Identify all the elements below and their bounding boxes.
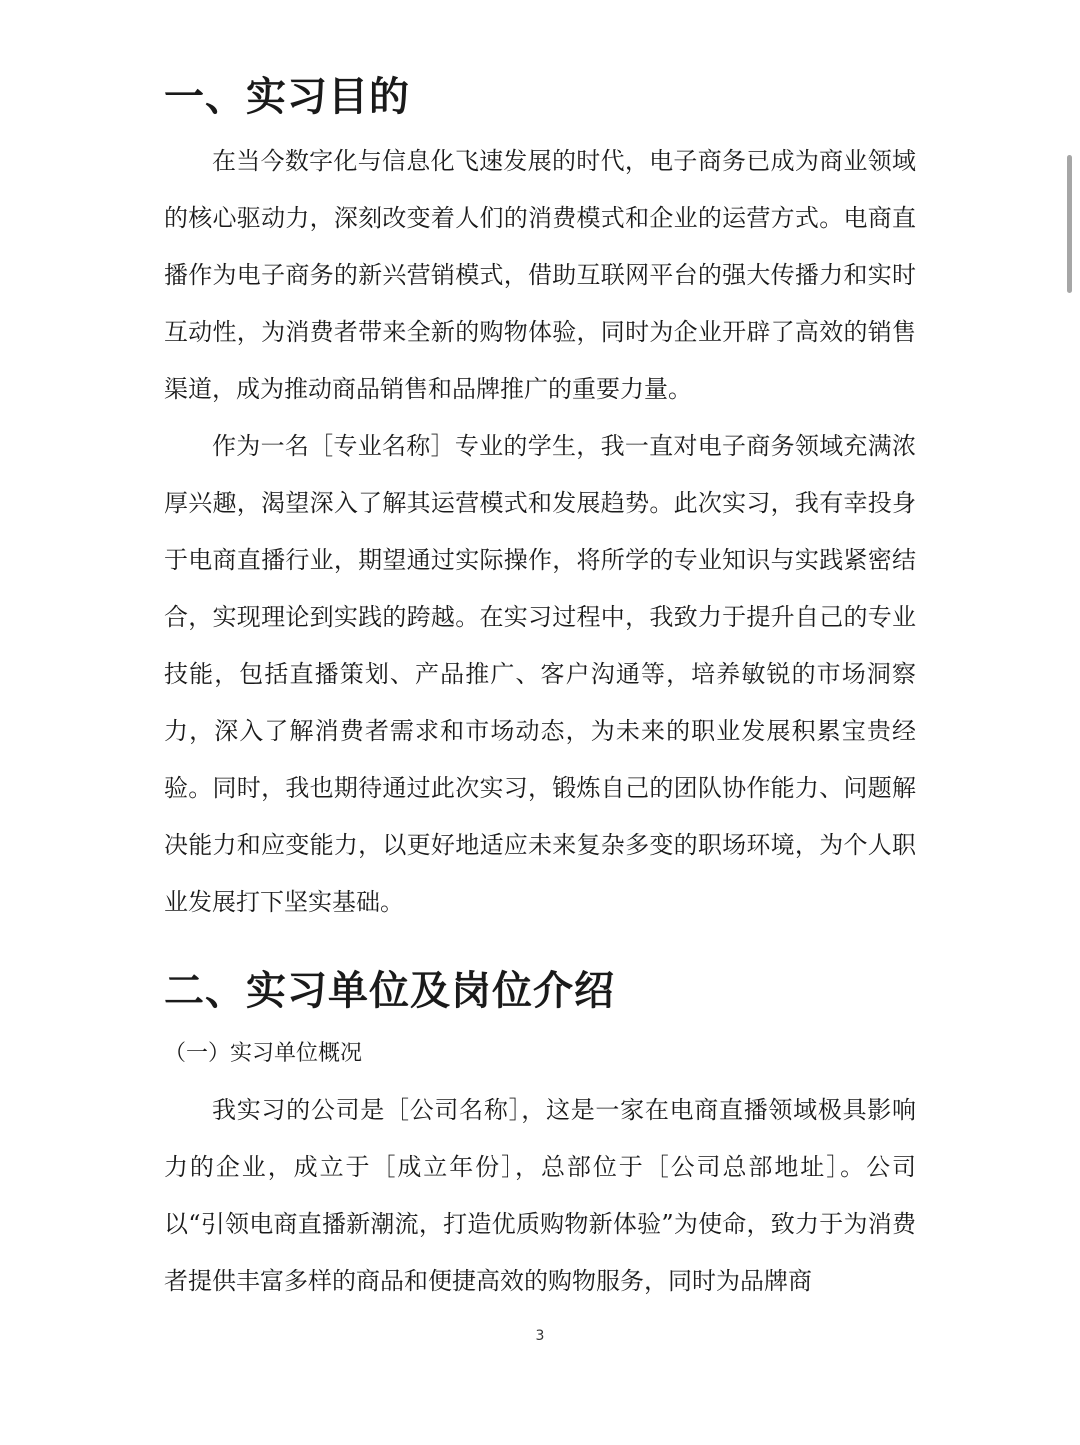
scrollbar-thumb[interactable]	[1067, 155, 1072, 293]
section-2-subheading: （一）实习单位概况	[164, 1041, 363, 1066]
section-2-heading: 二、实习单位及岗位介绍	[164, 967, 615, 1014]
page-number: 3	[535, 1328, 545, 1344]
section-2-paragraph-1: 我实习的公司是［公司名称］，这是一家在电商直播领域极具影响力的企业，成立于［成立年份］，总部位于［公司总部地址］。公司以“引领电商直播新潮流，打造优质购物新体验”为使命，致力于为消费者提供丰富多样的商品和便捷高效的购物服务，同时为品牌商	[164, 1096, 916, 1295]
section-1-paragraph-1: 在当今数字化与信息化飞速发展的时代，电子商务已成为商业领域的核心驱动力，深刻改变着人们的消费模式和企业的运营方式。电商直播作为电子商务的新兴营销模式，借助互联网平台的强大传播力和实时互动性，为消费者带来全新的购物体验，同时为企业开辟了高效的销售渠道，成为推动商品销售和品牌推广的重要力量。	[164, 147, 916, 403]
section-1-heading: 一、实习目的	[164, 73, 410, 120]
section-1-paragraph-2: 作为一名［专业名称］专业的学生，我一直对电子商务领域充满浓厚兴趣，渴望深入了解其运营模式和发展趋势。此次实习，我有幸投身于电商直播行业，期望通过实际操作，将所学的专业知识与实践紧密结合，实现理论到实践的跨越。在实习过程中，我致力于提升自己的专业技能，包括直播策划、产品推广、客户沟通等，培养敏锐的市场洞察力，深入了解消费者需求和市场动态，为未来的职业发展积累宝贵经验。同时，我也期待通过此次实习，锻炼自己的团队协作能力、问题解决能力和应变能力，以更好地适应未来复杂多变的职场环境，为个人职业发展打下坚实基础。	[164, 432, 916, 916]
document-body	[164, 62, 916, 1310]
